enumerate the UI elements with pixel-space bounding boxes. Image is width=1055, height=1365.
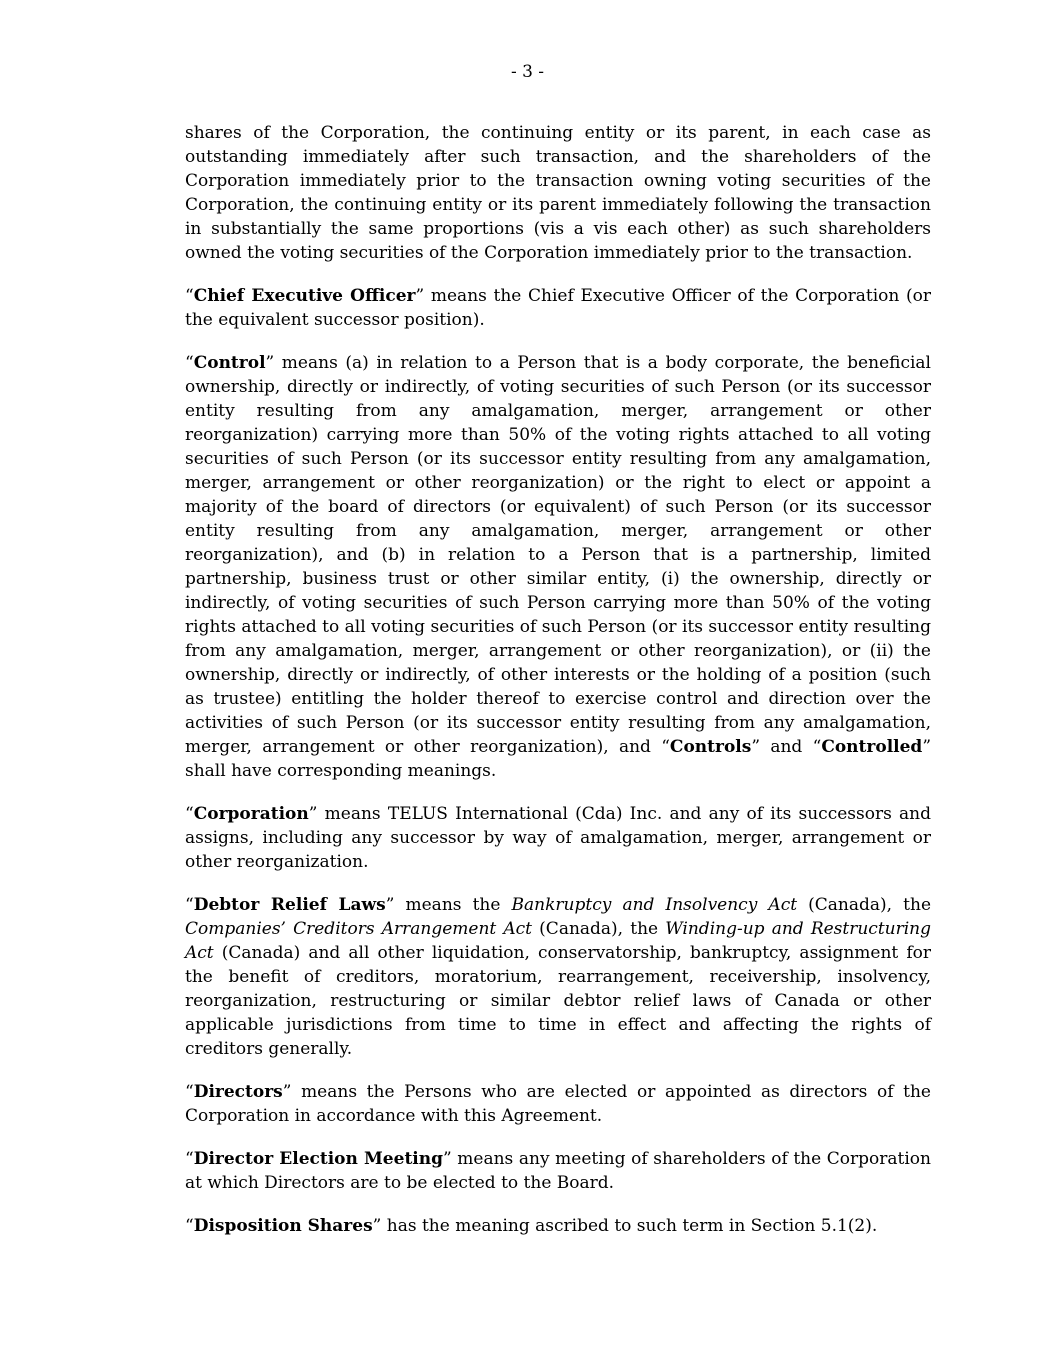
text-run: ” means the Chief Executive Officer of the Corporation (or the equivalent successor position). <box>185 286 931 330</box>
page-number: - 3 - <box>510 62 545 82</box>
paragraph <box>185 893 931 1061</box>
text-run: “ <box>185 353 194 373</box>
paragraph <box>185 1214 931 1238</box>
text-run: ” means the <box>385 895 512 915</box>
defined-term: Controls <box>669 737 752 757</box>
text-run: ” means any meeting of shareholders of the Corporation at which Directors are to be elected to the Board. <box>185 1149 931 1193</box>
defined-term: Chief Executive Officer <box>193 286 416 306</box>
text-run: ” means the Persons who are elected or appointed as directors of the Corporation in accordance with this Agreement. <box>185 1082 931 1126</box>
text-run: ” and “ <box>751 737 822 757</box>
text-run: (Canada), the <box>797 895 932 915</box>
paragraph <box>185 351 931 783</box>
paragraph <box>185 121 931 265</box>
document-body <box>185 121 931 1238</box>
text-run: (Canada), the <box>532 919 666 939</box>
paragraph <box>185 1147 931 1195</box>
statute-name: Companies’ Creditors Arrangement Act <box>185 919 533 939</box>
defined-term: Control <box>193 353 266 373</box>
text-run: “ <box>185 804 194 824</box>
text-run: “ <box>185 1149 194 1169</box>
defined-term: Debtor Relief Laws <box>193 895 386 915</box>
text-run: ” shall have corresponding meanings. <box>185 737 932 781</box>
defined-term: Controlled <box>821 737 923 757</box>
text-run: shares of the Corporation, the continuing entity or its parent, in each case as outstanding immediately after such transaction, and the shareholders of the Corporation immediately prior to the transaction owning voting securities of the Corporation, the continuing entity or its parent immediately following the transaction in substantially the same proportions (vis a vis each other) as such shareholders owned the voting securities of the Corporation immediately prior to the transaction. <box>185 123 931 263</box>
text-run: “ <box>185 1082 194 1102</box>
text-run: (Canada) and all other liquidation, conservatorship, bankruptcy, assignment for the benefit of creditors, moratorium, rearrangement, receivership, insolvency, reorganization, restructuring or similar debtor relief laws of Canada or other applicable jurisdictions from time to time in effect and affecting the rights of creditors generally. <box>185 943 931 1059</box>
text-run: ” means (a) in relation to a Person that is a body corporate, the beneficial ownership, directly or indirectly, of voting securities of such Person (or its successor entity resulting from any amalgamation, merger, arrangement or other reorganization) carrying more than 50% of the voting rights attached to all voting securities of such Person (or its successor entity resulting from any amalgamation, merger, arrangement or other reorganization) or the right to elect or appoint a majority of the board of directors (or equivalent) of such Person (or its successor entity resulting from any amalgamation, merger, arrangement or other reorganization), and (b) in relation to a Person that is a partnership, limited partnership, business trust or other similar entity, (i) the ownership, directly or indirectly, of voting securities of such Person carrying more than 50% of the voting rights attached to all voting securities of such Person (or its successor entity resulting from any amalgamation, merger, arrangement or other reorganization), or (ii) the ownership, directly or indirectly, of other interests or the holding of a position (such as trustee) entitling the holder thereof to exercise control and direction over the activities of such Person (or its successor entity resulting from any amalgamation, merger, arrangement or other reorganization), and “ <box>185 353 931 757</box>
paragraph <box>185 284 931 332</box>
text-run: “ <box>185 895 194 915</box>
statute-name: Bankruptcy and Insolvency Act <box>511 895 798 915</box>
text-run: “ <box>185 1216 194 1236</box>
defined-term: Corporation <box>193 804 309 824</box>
defined-term: Directors <box>193 1082 283 1102</box>
statute-name: Winding-up and Restructuring Act <box>185 919 932 963</box>
text-run: “ <box>185 286 194 306</box>
defined-term: Director Election Meeting <box>193 1149 443 1169</box>
text-run: ” has the meaning ascribed to such term in Section 5.1(2). <box>372 1216 878 1236</box>
paragraph <box>185 1080 931 1128</box>
paragraph <box>185 802 931 874</box>
text-run: ” means TELUS International (Cda) Inc. and any of its successors and assigns, including any successor by way of amalgamation, merger, arrangement or other reorganization. <box>185 804 931 872</box>
defined-term: Disposition Shares <box>193 1216 373 1236</box>
